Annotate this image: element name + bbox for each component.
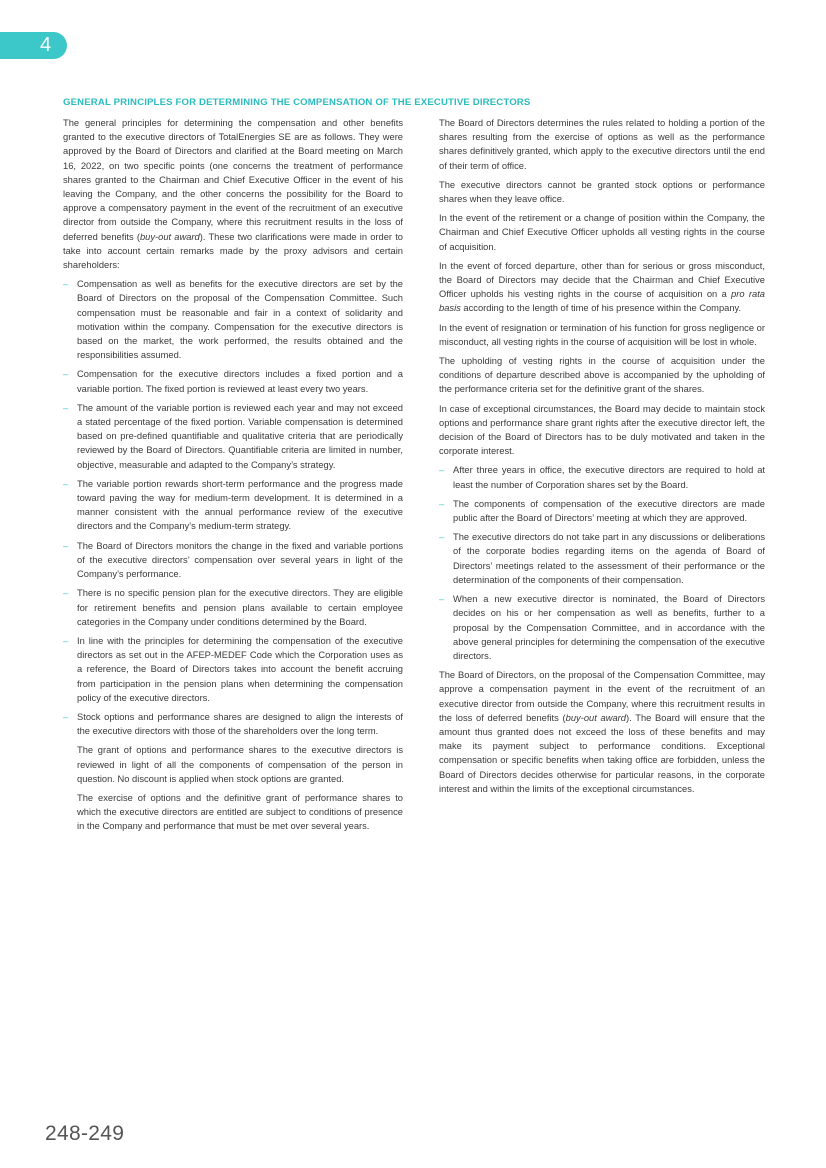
bullet-item: – In line with the principles for determining the compensation of the executive directors as set out in the AFEP-MEDEF Code which the Corporation uses as a reference, the Board of Directors takes into account the benefit accruing from participation in the pension plans when determining the compensation policy of the executive directors. — [63, 634, 403, 705]
bullet-item: – After three years in office, the executive directors are required to hold at least the number of Corporation shares set by the Board. — [439, 463, 765, 491]
indented-paragraph: The grant of options and performance shares to the executive directors is reviewed in light of all the components of compensation of the person in question. No discount is applied when stock options are granted. — [77, 745, 403, 784]
bullet-item: – The components of compensation of the executive directors are made public after the Board of Directors’ meeting at which they are approved. — [439, 497, 765, 525]
paragraph: The upholding of vesting rights in the course of acquisition under the conditions of departure described above is accompanied by the upholding of the performance criteria set for the definitive grant of the shares. — [439, 356, 765, 395]
page-number: 248-249 — [45, 1122, 125, 1145]
section-number: 4 — [40, 34, 52, 56]
bullet-item: – Stock options and performance shares are designed to align the interests of the executive directors with those of the shareholders over the long term. — [63, 710, 403, 738]
bullet-item: – Compensation as well as benefits for the executive directors are set by the Board of Directors on the proposal of the Compensation Committee. Such compensation must be reasonable and fair in a context of solidarity and motivation within the company. Compensation for the executive directors is based on the market, the work performed, the results obtained and the responsibilities assumed. — [63, 277, 403, 362]
final-paragraph: The Board of Directors, on the proposal of the Compensation Committee, may approve a compensation payment in the event of the recruitment of an executive director from outside the Company, where this recruitment results in the loss of deferred benefits (buy-out award). The Board will ensure that the amount thus granted does not exceed the loss of these benefits and may make its payment subject to performance conditions. Exceptional compensation or specific benefits when taking office are forbidden, unless the Board of Directors decides otherwise for particular reasons, in the corporate interest and within the limits of the exceptional circumstances. — [439, 670, 765, 794]
right-column — [439, 116, 765, 801]
section-heading: GENERAL PRINCIPLES FOR DETERMINING THE COMPENSATION OF THE EXECUTIVE DIRECTORS — [63, 97, 531, 108]
intro-paragraph: The general principles for determining the compensation and other benefits granted to the executive directors of TotalEnergies SE are as follows. They were approved by the Board of Directors and clarified at the Board meeting on March 16, 2022, on two specific points (one concerns the treatment of performance shares granted to the Chairman and Chief Executive Officer in the event of his leaving the Company, and the other concerns the possibility for the Board to approve a compensatory payment in the event of the recruitment of an executive director from outside the Company, where this recruitment results in the loss of deferred benefits (buy-out award). These two clarifications were made in order to take into account certain remarks made by the proxy advisors and certain shareholders: — [63, 118, 403, 271]
bullet-item: – The amount of the variable portion is reviewed each year and may not exceed a stated percentage of the fixed portion. Variable compensation is determined based on pre-defined quantifiable and qualitative criteria that are periodically reviewed by the Board of Directors. Quantifiable criteria are limited in number, objective, measurable and adapted to the Company’s strategy. — [63, 401, 403, 472]
paragraph: In the event of resignation or termination of his function for gross negligence or misconduct, all vesting rights in the course of acquisition will be lost in whole. — [439, 322, 765, 347]
left-column — [63, 116, 403, 839]
bullet-item: – Compensation for the executive directors includes a fixed portion and a variable portion. The fixed portion is reviewed at least every two years. — [63, 367, 403, 395]
bullet-item: – The executive directors do not take part in any discussions or deliberations of the corporate bodies regarding items on the agenda of Board of Directors’ meetings related to the assessment of their performance or the determination of the components of their compensation. — [439, 530, 765, 587]
paragraph: The executive directors cannot be granted stock options or performance shares when they leave office. — [439, 179, 765, 205]
paragraph: The Board of Directors determines the rules related to holding a portion of the shares resulting from the exercise of options as well as the performance shares definitively granted, which apply to the executive directors until the end of their term of office. — [439, 118, 765, 171]
bullet-item: – The variable portion rewards short-term performance and the progress made toward paving the way for medium-term development. It is determined in a manner consistent with the annual performance review of the executive directors and the Company’s medium-term strategy. — [63, 477, 403, 534]
indented-paragraph: The exercise of options and the definitive grant of performance shares to which the executive directors are entitled are subject to conditions of presence in the Company and performance that must be met over several years. — [77, 792, 403, 832]
bullet-item: – The Board of Directors monitors the change in the fixed and variable portions of the executive directors’ compensation over several years in light of the Company’s performance. — [63, 539, 403, 582]
paragraph: In the event of forced departure, other than for serious or gross misconduct, the Board of Directors may decide that the Chairman and Chief Executive Officer upholds his vesting rights in the course of acquisition on a pro rata basis according to the length of time of his presence within the Company. — [439, 260, 765, 314]
bullet-item: – There is no specific pension plan for the executive directors. They are eligible for retirement benefits and pension plans available to certain employee categories in the Company under conditions determined by the Board. — [63, 586, 403, 629]
paragraph: In the event of the retirement or a change of position within the Company, the Chairman and Chief Executive Officer upholds all vesting rights in the course of acquisition. — [439, 213, 765, 252]
paragraph: In case of exceptional circumstances, the Board may decide to maintain stock options and performance share grant rights after the executive director left, the decision of the Board of Directors has to be duly motivated and taken in the corporate interest. — [439, 403, 765, 457]
bullet-item: – When a new executive director is nominated, the Board of Directors decides on his or her compensation as well as benefits, further to a proposal by the Compensation Committee, and in accordance with the above general principles for determining the compensation of the executive directors. — [439, 592, 765, 663]
section-tab — [0, 32, 67, 59]
